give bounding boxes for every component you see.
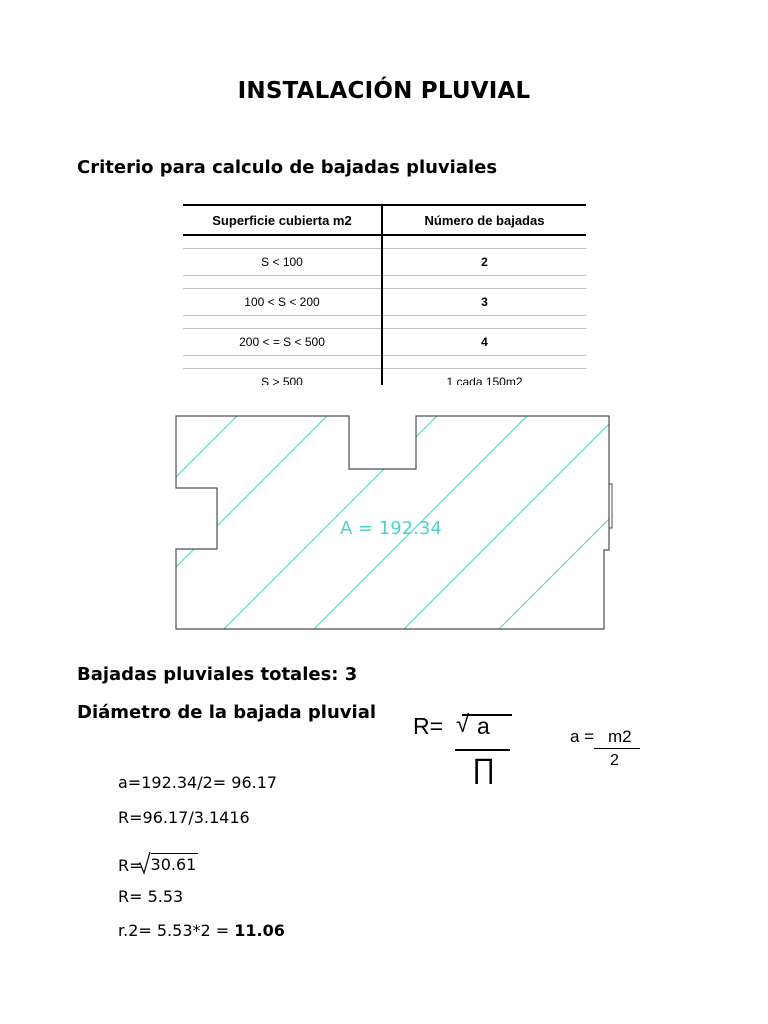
count-cell: 4 bbox=[382, 329, 586, 356]
formula-a-label: a = bbox=[570, 727, 595, 746]
diameter-heading: Diámetro de la bajada pluvial bbox=[77, 702, 377, 723]
column-header-count: Número de bajadas bbox=[382, 205, 586, 235]
calc-step-r-division: R=96.17/3.1416 bbox=[118, 808, 250, 827]
count-cell: 1 cada 150m2 bbox=[382, 369, 586, 386]
formula-radical-sign: √ bbox=[456, 711, 470, 738]
surface-cell: S < 100 bbox=[183, 249, 382, 276]
formula-fraction-bar bbox=[455, 749, 510, 751]
count-cell: 3 bbox=[382, 289, 586, 316]
formula-radicand: a bbox=[477, 713, 490, 739]
table-row bbox=[183, 369, 586, 386]
hatch-line bbox=[174, 416, 327, 629]
formula-radical-bar bbox=[462, 714, 512, 716]
criteria-table bbox=[183, 204, 586, 385]
calc-step-sqrt bbox=[118, 851, 198, 875]
calc-step-area: a=192.34/2= 96.17 bbox=[118, 773, 278, 792]
sqrt-prefix: R= bbox=[118, 856, 143, 875]
total-downspouts: Bajadas pluviales totales: 3 bbox=[77, 664, 358, 685]
surface-cell: 100 < S < 200 bbox=[183, 289, 382, 316]
hatch-line bbox=[499, 416, 614, 629]
calc-step-r-result: R= 5.53 bbox=[118, 887, 184, 906]
area-label: A = 192.34 bbox=[340, 518, 442, 539]
sqrt-icon bbox=[137, 851, 151, 875]
sqrt-radicand: 30.61 bbox=[150, 855, 197, 874]
diameter-expression: r.2= 5.53*2 = bbox=[118, 921, 235, 940]
table-row bbox=[183, 329, 586, 356]
table-row bbox=[183, 289, 586, 316]
page-title: INSTALACIÓN PLUVIAL bbox=[237, 78, 531, 104]
sqrt-expression bbox=[143, 851, 199, 875]
surface-cell: S > 500 bbox=[183, 369, 382, 386]
calc-step-diameter bbox=[118, 921, 285, 940]
criteria-heading: Criterio para calculo de bajadas pluviales bbox=[77, 157, 498, 178]
formula-a-denominator: 2 bbox=[610, 752, 619, 769]
hatch-line bbox=[174, 416, 237, 629]
formula-pi-symbol: ∏ bbox=[472, 753, 496, 784]
formula-a-numerator: m2 bbox=[608, 727, 632, 746]
formula-r-label: R= bbox=[413, 713, 444, 739]
table-row bbox=[183, 249, 586, 276]
count-cell: 2 bbox=[382, 249, 586, 276]
column-header-surface: Superficie cubierta m2 bbox=[183, 205, 382, 235]
roof-plan-drawing bbox=[174, 412, 614, 634]
surface-cell: 200 < = S < 500 bbox=[183, 329, 382, 356]
diameter-result: 11.06 bbox=[234, 921, 285, 940]
formula-a-fraction-bar bbox=[594, 748, 640, 749]
